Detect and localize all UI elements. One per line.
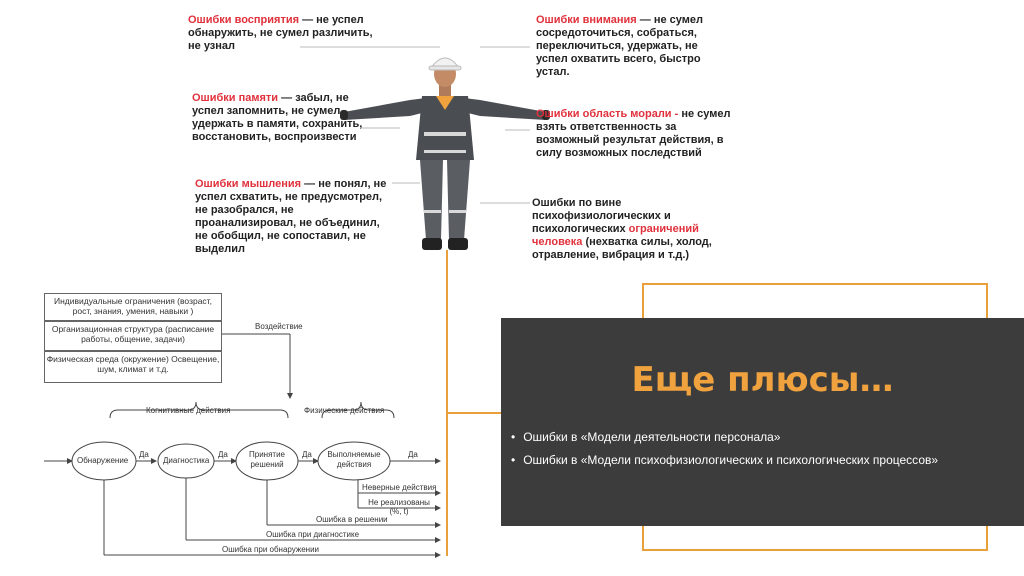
outcome-detection-error: Ошибка при обнаружении	[222, 545, 320, 554]
node-detection: Обнаружение	[77, 456, 129, 465]
annotation-perception-body: — не успел обнаружить, не сумел различить, не узнал	[188, 14, 373, 52]
annotation-limits	[532, 197, 727, 262]
cognitive-label: Когнитивные действия	[146, 406, 231, 415]
annotation-attention	[536, 14, 716, 79]
outcome-not-realized: Не реализованы (%, t)	[368, 498, 430, 516]
panel-list	[511, 430, 938, 476]
annotation-memory-body: — забыл, не успел запомнить, не сумел удержать в памяти, сохранить, восстановить, воспроизвести	[192, 92, 363, 143]
annotation-attention-body: — не сумел сосредоточиться, собраться, переключиться, удержать, не успел охватить всего, быстро устал.	[536, 14, 703, 78]
annotation-morality	[536, 108, 731, 160]
annotation-perception-title: Ошибки восприятия	[188, 14, 300, 26]
process-diagram	[0, 280, 450, 576]
annotation-perception	[188, 14, 378, 53]
outcome-decision-error: Ошибка в решении	[316, 515, 388, 524]
panel-list-item: • Ошибки в «Модели деятельности персонала»	[511, 430, 938, 444]
annotation-morality-body: не сумел взять ответственность за возможный результат действия, в силу возможных последствий	[536, 108, 731, 159]
annotation-limits-post: (нехватка силы, холод, отравление, вибрация и т.д.)	[532, 236, 712, 261]
node-diagnostics: Диагностика	[163, 456, 210, 465]
annotation-limits-red: ограничений человека	[532, 223, 699, 248]
annotation-attention-title: Ошибки внимания	[536, 14, 637, 26]
yes-label-2: Да	[218, 450, 228, 459]
annotation-memory-title: Ошибки памяти	[192, 92, 279, 104]
impact-label: Воздействие	[255, 322, 303, 331]
yes-label-1: Да	[139, 450, 149, 459]
factor-box-organization: Организационная структура (расписание работы, общение, задачи)	[44, 321, 222, 351]
annotation-thinking-body: — не понял, не успел схватить, не предусмотрел, не разобрался, не проанализировал, не объединил, не обобщил, не сопоставил, не выделил	[195, 178, 387, 255]
annotation-memory	[192, 92, 367, 144]
outcome-diagnostic-error: Ошибка при диагностике	[266, 530, 360, 539]
yes-label-4: Да	[408, 450, 418, 459]
factor-box-individual: Индивидуальные ограничения (возраст, рост, знания, умения, навыки )	[44, 293, 222, 321]
annotation-limits-pre: Ошибки по вине психофизиологических и психологических	[532, 197, 671, 235]
annotation-morality-title: Ошибки область морали -	[536, 108, 679, 120]
yes-label-3: Да	[302, 450, 312, 459]
annotation-thinking-title: Ошибки мышления	[195, 178, 302, 190]
panel-title: Еще плюсы…	[631, 360, 894, 400]
factor-box-environment: Физическая среда (окружение) Освещение, шум, климат и т.д.	[44, 351, 222, 383]
outcome-wrong-actions: Неверные действия	[362, 483, 437, 492]
physical-label: Физические действия	[304, 406, 385, 415]
node-actions: Выполняемые действия	[327, 450, 381, 469]
annotation-thinking	[195, 178, 390, 256]
panel-list-item: • Ошибки в «Модели психофизиологических и психологических процессов»	[511, 453, 938, 467]
summary-panel	[501, 318, 1024, 526]
node-decision: Принятие решений	[249, 450, 285, 469]
